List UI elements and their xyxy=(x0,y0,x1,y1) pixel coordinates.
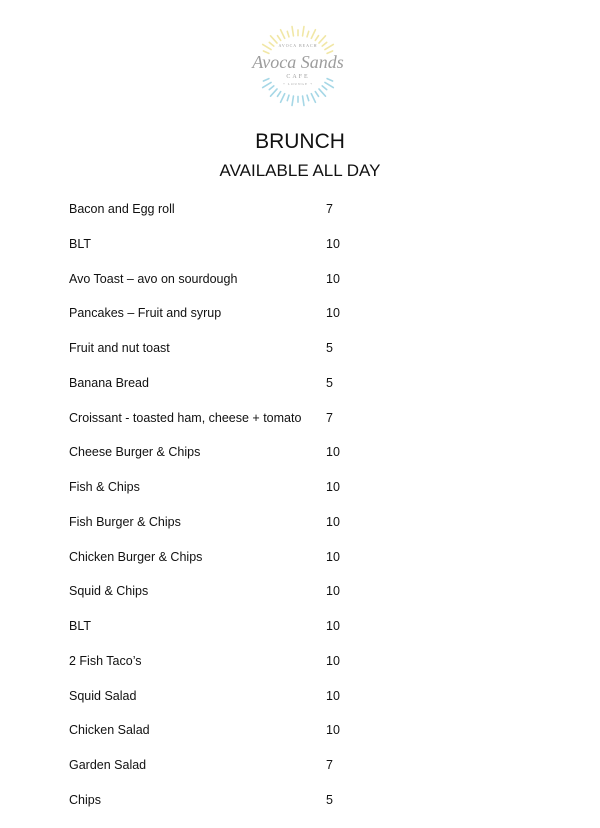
menu-item xyxy=(69,237,369,272)
sun-ray xyxy=(315,92,318,97)
menu-item-price: 10 xyxy=(326,723,340,738)
menu-item-price: 10 xyxy=(326,688,340,703)
menu-item-name: Croissant - toasted ham, cheese + tomato xyxy=(69,410,302,425)
menu-item xyxy=(69,758,369,793)
menu-item-price: 10 xyxy=(326,271,340,286)
menu-item-name: BLT xyxy=(69,619,91,633)
menu-item-name: Garden Salad xyxy=(69,758,147,772)
menu-item xyxy=(69,445,369,480)
menu-item-price: 10 xyxy=(326,549,340,564)
menu-item-price: 5 xyxy=(326,375,333,390)
menu-item xyxy=(69,306,369,341)
sun-ray xyxy=(303,96,304,105)
menu-item xyxy=(69,202,369,237)
menu-item xyxy=(69,550,369,585)
sun-ray xyxy=(287,95,289,100)
menu-item-name: Cheese Burger & Chips xyxy=(69,445,201,460)
sun-ray xyxy=(292,27,293,36)
logo-top-text: AVOCA BEACH xyxy=(278,43,318,48)
sun-ray xyxy=(270,89,277,96)
sun-ray xyxy=(303,27,304,36)
menu-item-price: 10 xyxy=(326,445,340,460)
menu-item-price: 5 xyxy=(326,792,333,807)
menu-item xyxy=(69,515,369,550)
menu-item xyxy=(69,723,369,758)
sun-ray xyxy=(319,89,326,96)
sun-ray xyxy=(319,36,326,43)
menu-item-name: Fruit and nut toast xyxy=(69,341,170,355)
menu-item-name: Fish Burger & Chips xyxy=(69,514,181,529)
menu-item-name: Squid Salad xyxy=(69,688,137,703)
menu-item-name: Avo Toast – avo on sourdough xyxy=(69,271,238,286)
menu-item-price: 7 xyxy=(326,202,333,216)
sun-ray xyxy=(277,36,280,41)
menu-item-price: 10 xyxy=(326,236,340,251)
menu-item-price: 10 xyxy=(326,619,340,633)
sun-ray xyxy=(281,30,285,39)
menu-item xyxy=(69,480,369,515)
menu-item xyxy=(69,793,369,828)
sun-ray xyxy=(269,86,274,90)
menu-item-price: 7 xyxy=(326,410,333,425)
menu-item-name: Banana Bread xyxy=(69,375,149,390)
menu-item xyxy=(69,654,369,689)
cafe-logo xyxy=(237,22,359,110)
menu-item-name: Fish & Chips xyxy=(69,480,140,494)
sun-ray xyxy=(315,36,318,41)
page-title: BRUNCH xyxy=(255,130,345,153)
menu-list xyxy=(69,202,369,828)
sun-ray xyxy=(270,36,277,43)
menu-item-price: 10 xyxy=(326,653,340,668)
menu-item-name: BLT xyxy=(69,236,91,251)
menu-item xyxy=(69,376,369,411)
sun-ray xyxy=(281,94,285,103)
logo-name: Avoca Sands xyxy=(252,52,344,72)
menu-item-name: Chicken Burger & Chips xyxy=(69,549,203,564)
menu-item-name: Chicken Salad xyxy=(69,723,150,738)
menu-item xyxy=(69,619,369,654)
menu-item-name: Chips xyxy=(69,792,101,807)
menu-item xyxy=(69,411,369,446)
menu-item-price: 10 xyxy=(326,514,340,529)
page-subtitle: AVAILABLE ALL DAY xyxy=(219,161,381,180)
menu-item-price: 7 xyxy=(326,758,333,772)
menu-item xyxy=(69,584,369,619)
sun-ray xyxy=(287,31,289,36)
sun-ray xyxy=(311,94,315,103)
menu-item-price: 10 xyxy=(326,306,340,321)
sun-ray xyxy=(277,92,280,97)
logo-cafe-text: CAFE xyxy=(286,74,310,80)
menu-item-price: 10 xyxy=(326,480,340,494)
sun-ray xyxy=(311,30,315,39)
sun-ray xyxy=(292,96,293,105)
menu-item-price: 5 xyxy=(326,341,333,355)
menu-item-name: Squid & Chips xyxy=(69,584,149,599)
menu-item-name: Bacon and Egg roll xyxy=(69,202,175,216)
menu-item xyxy=(69,341,369,376)
sun-ray xyxy=(322,86,327,90)
menu-item-name: Pancakes – Fruit and syrup xyxy=(69,306,222,321)
menu-item xyxy=(69,272,369,307)
menu-item-name: 2 Fish Taco’s xyxy=(69,653,142,668)
logo-sub-text: + LOUNGE + xyxy=(282,82,314,86)
menu-item-price: 10 xyxy=(326,584,340,599)
sun-ray xyxy=(307,31,309,36)
menu-item xyxy=(69,689,369,724)
sun-ray xyxy=(307,95,309,100)
